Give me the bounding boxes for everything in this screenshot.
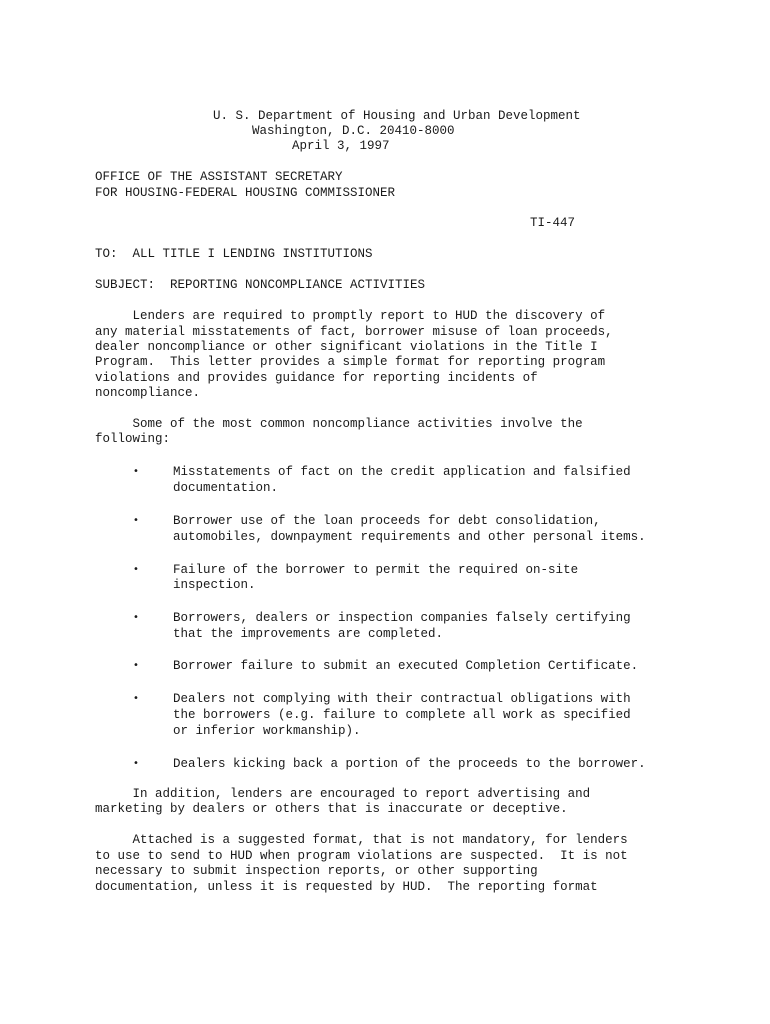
bullet-icon: • <box>133 515 139 526</box>
bullet-icon: • <box>133 758 139 769</box>
list-item-line: Borrowers, dealers or inspection companies falsely certifying <box>173 611 631 625</box>
paragraph-line: noncompliance. <box>95 386 201 400</box>
paragraph-line: Attached is a suggested format, that is not mandatory, for lenders <box>95 833 628 847</box>
paragraph-line: documentation, unless it is requested by HUD. The reporting format <box>95 880 598 894</box>
list-item-line: that the improvements are completed. <box>173 627 444 641</box>
letter-date: April 3, 1997 <box>292 139 390 153</box>
list-item-line: automobiles, downpayment requirements and other personal items. <box>173 530 646 544</box>
list-item-line: Borrower failure to submit an executed Completion Certificate. <box>173 659 639 673</box>
bullet-icon: • <box>133 612 139 623</box>
list-item-line: or inferior workmanship). <box>173 724 361 738</box>
paragraph-line: violations and provides guidance for reporting incidents of <box>95 371 538 385</box>
agency-name: U. S. Department of Housing and Urban Development <box>213 109 581 123</box>
subject-line: SUBJECT: REPORTING NONCOMPLIANCE ACTIVITIES <box>95 278 426 292</box>
paragraph-line: any material misstatements of fact, borrower misuse of loan proceeds, <box>95 325 613 339</box>
paragraph-line: dealer noncompliance or other significant violations in the Title I <box>95 340 598 354</box>
bullet-icon: • <box>133 466 139 477</box>
office-line-1: OFFICE OF THE ASSISTANT SECRETARY <box>95 170 343 184</box>
paragraph-line: to use to send to HUD when program violations are suspected. It is not <box>95 849 628 863</box>
to-line: TO: ALL TITLE I LENDING INSTITUTIONS <box>95 247 373 261</box>
office-line-2: FOR HOUSING-FEDERAL HOUSING COMMISSIONER <box>95 186 396 200</box>
list-item-line: Borrower use of the loan proceeds for debt consolidation, <box>173 514 601 528</box>
paragraph-line: Program. This letter provides a simple format for reporting program <box>95 355 606 369</box>
list-item-line: the borrowers (e.g. failure to complete all work as specified <box>173 708 631 722</box>
agency-address: Washington, D.C. 20410-8000 <box>252 124 455 138</box>
paragraph-line: following: <box>95 432 171 446</box>
list-item-line: Dealers kicking back a portion of the proceeds to the borrower. <box>173 757 646 771</box>
paragraph-line: In addition, lenders are encouraged to report advertising and <box>95 787 591 801</box>
list-item-line: Dealers not complying with their contractual obligations with <box>173 692 631 706</box>
list-item-line: documentation. <box>173 481 279 495</box>
reference-number: TI-447 <box>530 216 576 230</box>
bullet-icon: • <box>133 660 139 671</box>
paragraph-line: Lenders are required to promptly report to HUD the discovery of <box>95 309 606 323</box>
paragraph-line: marketing by dealers or others that is inaccurate or deceptive. <box>95 802 568 816</box>
paragraph-line: Some of the most common noncompliance activities involve the <box>95 417 583 431</box>
bullet-icon: • <box>133 693 139 704</box>
list-item-line: Failure of the borrower to permit the required on-site <box>173 563 579 577</box>
list-item-line: inspection. <box>173 578 256 592</box>
paragraph-line: necessary to submit inspection reports, or other supporting <box>95 864 538 878</box>
bullet-icon: • <box>133 564 139 575</box>
list-item-line: Misstatements of fact on the credit application and falsified <box>173 465 631 479</box>
